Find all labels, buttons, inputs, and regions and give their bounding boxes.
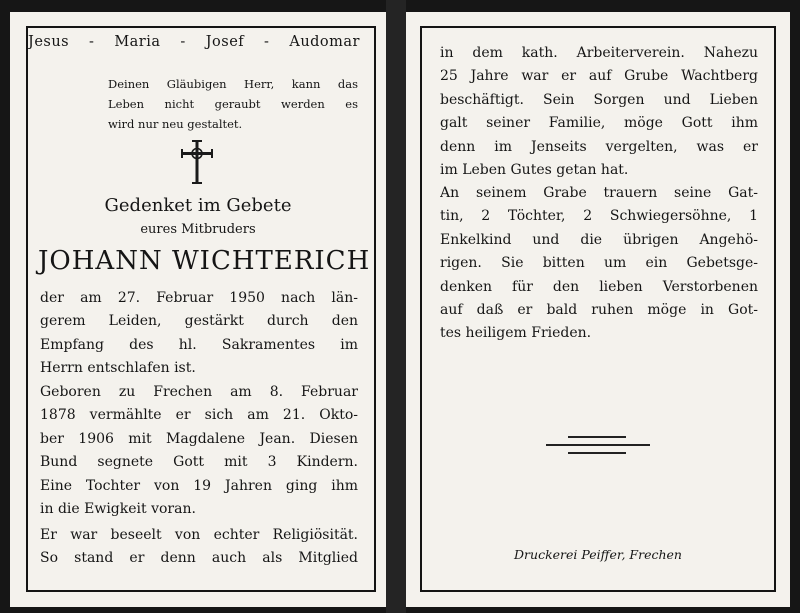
deceased-name: JOHANN WICHTERICH [38, 246, 371, 276]
text-line: 25 Jahre war er auf Grube Wachtberg [440, 68, 758, 85]
ornament-rule [568, 436, 626, 438]
header-word: Maria [114, 34, 161, 50]
biography-paragraph [40, 381, 358, 521]
text-line: tes heiligem Frieden. [440, 325, 592, 342]
text-line: Geboren zu Frechen am 8. Februar [40, 384, 358, 400]
header-word: - [264, 34, 270, 50]
text-line: Enkelkind und die übrigen Angehö- [440, 231, 758, 248]
ornament-rule [568, 452, 626, 454]
death-paragraph [40, 287, 358, 381]
text-line: Bund segnete Gott mit 3 Kindern. [40, 454, 358, 471]
text-line: So stand er denn auch als Mitglied [40, 550, 358, 567]
cross-icon [180, 140, 214, 184]
text-line: ber 1906 mit Magdalene Jean. Diesen [40, 430, 358, 447]
motto-line: Deinen Gläubigen Herr, kann das [108, 77, 358, 91]
text-line: in die Ewigkeit voran. [40, 501, 196, 518]
text-line: im Leben Gutes getan hat. [440, 162, 629, 179]
text-line: auf daß er bald ruhen möge in Got- [440, 302, 758, 319]
religion-paragraph [40, 524, 358, 571]
text-line: An seinem Grabe trauern seine Gat- [440, 185, 758, 201]
mourners-paragraph [440, 182, 758, 346]
text-line: galt seiner Familie, möge Gott ihm [440, 115, 758, 132]
text-line: Er war beseelt von echter Religiösität. [40, 527, 358, 543]
header-word: Audomar [289, 34, 360, 50]
mitbruder-subheading: eures Mitbruders [140, 222, 256, 237]
work-paragraph [440, 42, 758, 182]
holy-names-header [28, 34, 360, 50]
text-line: der am 27. Februar 1950 nach län- [40, 290, 358, 306]
motto-line: wird nur neu gestaltet. [108, 117, 243, 131]
text-line: denken für den lieben Verstorbenen [440, 278, 758, 295]
text-line: Empfang des hl. Sakramentes im [40, 336, 358, 353]
printer-credit: Druckerei Peiffer, Frechen [514, 547, 682, 562]
ornament-rule [546, 444, 650, 446]
text-line: Eine Tochter von 19 Jahren ging ihm [40, 477, 358, 494]
text-line: denn im Jenseits vergelten, was er [440, 138, 758, 155]
text-line: tin, 2 Töchter, 2 Schwiegersöhne, 1 [440, 208, 758, 225]
text-line: rigen. Sie bitten um ein Gebetsge- [440, 255, 758, 272]
gedenket-heading: Gedenket im Gebete [104, 195, 292, 216]
text-line: in dem kath. Arbeiterverein. Nahezu [440, 45, 758, 61]
header-word: - [180, 34, 186, 50]
motto-verse [108, 74, 358, 134]
motto-line: Leben nicht geraubt werden es [108, 97, 358, 111]
text-line: gerem Leiden, gestärkt durch den [40, 313, 358, 330]
text-line: beschäftigt. Sein Sorgen und Lieben [440, 91, 758, 108]
card-fold [386, 0, 406, 613]
text-line: 1878 vermählte er sich am 21. Okto- [40, 407, 358, 424]
text-line: Herrn entschlafen ist. [40, 360, 196, 377]
header-word: Josef [205, 34, 245, 50]
header-word: Jesus [28, 34, 70, 50]
header-word: - [89, 34, 95, 50]
